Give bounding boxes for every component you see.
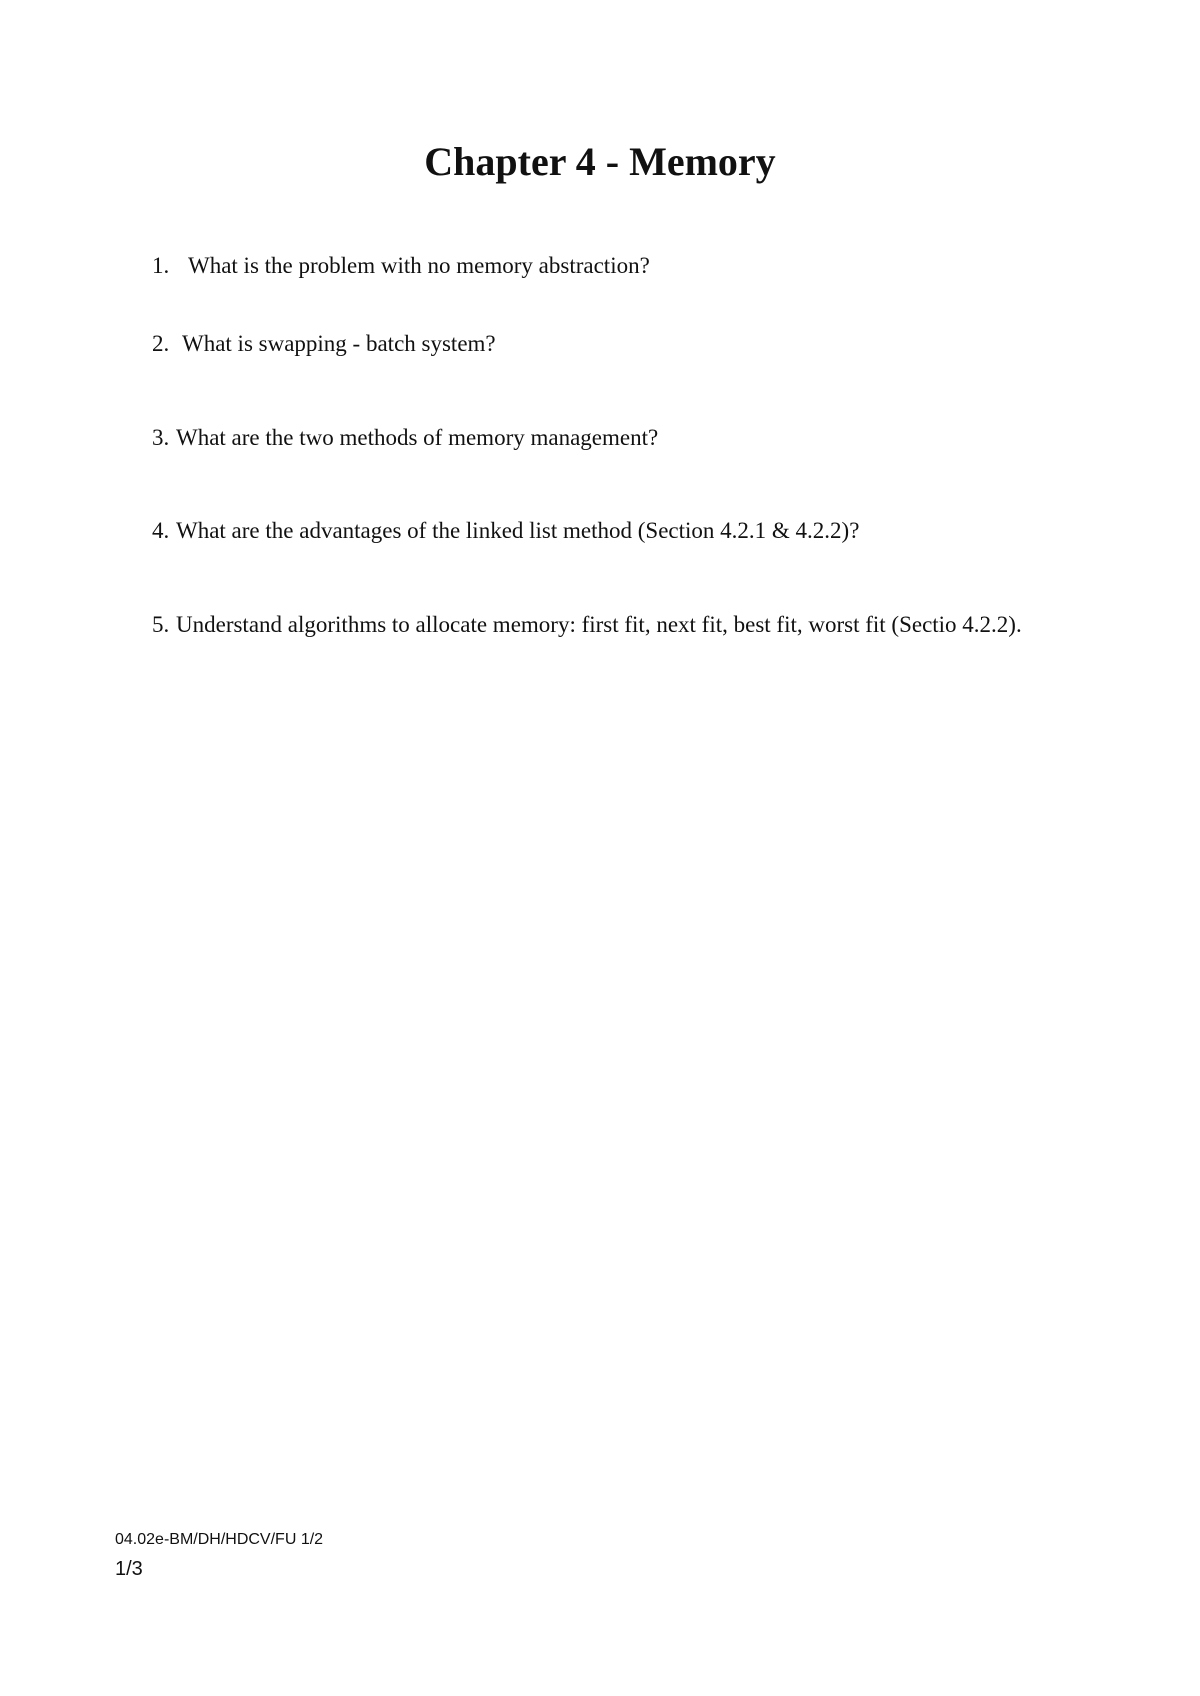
question-text: What is the problem with no memory abstraction? (188, 253, 650, 278)
question-2 (152, 330, 496, 358)
question-number: 4. (152, 518, 170, 543)
question-number: 5. (152, 612, 170, 637)
question-text: What are the two methods of memory management? (176, 425, 659, 450)
question-4 (152, 517, 859, 545)
footer-page-number: 1/3 (115, 1558, 143, 1580)
question-number: 3. (152, 425, 170, 450)
question-text: What are the advantages of the linked list method (Section 4.2.1 & 4.2.2)? (176, 518, 860, 543)
question-number: 1. (152, 253, 170, 278)
question-text: What is swapping - batch system? (182, 331, 496, 356)
question-number: 2. (152, 331, 170, 356)
question-3 (152, 424, 658, 452)
footer-document-code: 04.02e-BM/DH/HDCV/FU 1/2 (115, 1531, 324, 1548)
question-text: Understand algorithms to allocate memory: first fit, next fit, best fit, worst fit (Sectio 4.2.2). (176, 612, 1022, 637)
question-1 (152, 252, 650, 280)
page-title: Chapter 4 - Memory (424, 139, 776, 184)
question-5 (152, 611, 1022, 639)
